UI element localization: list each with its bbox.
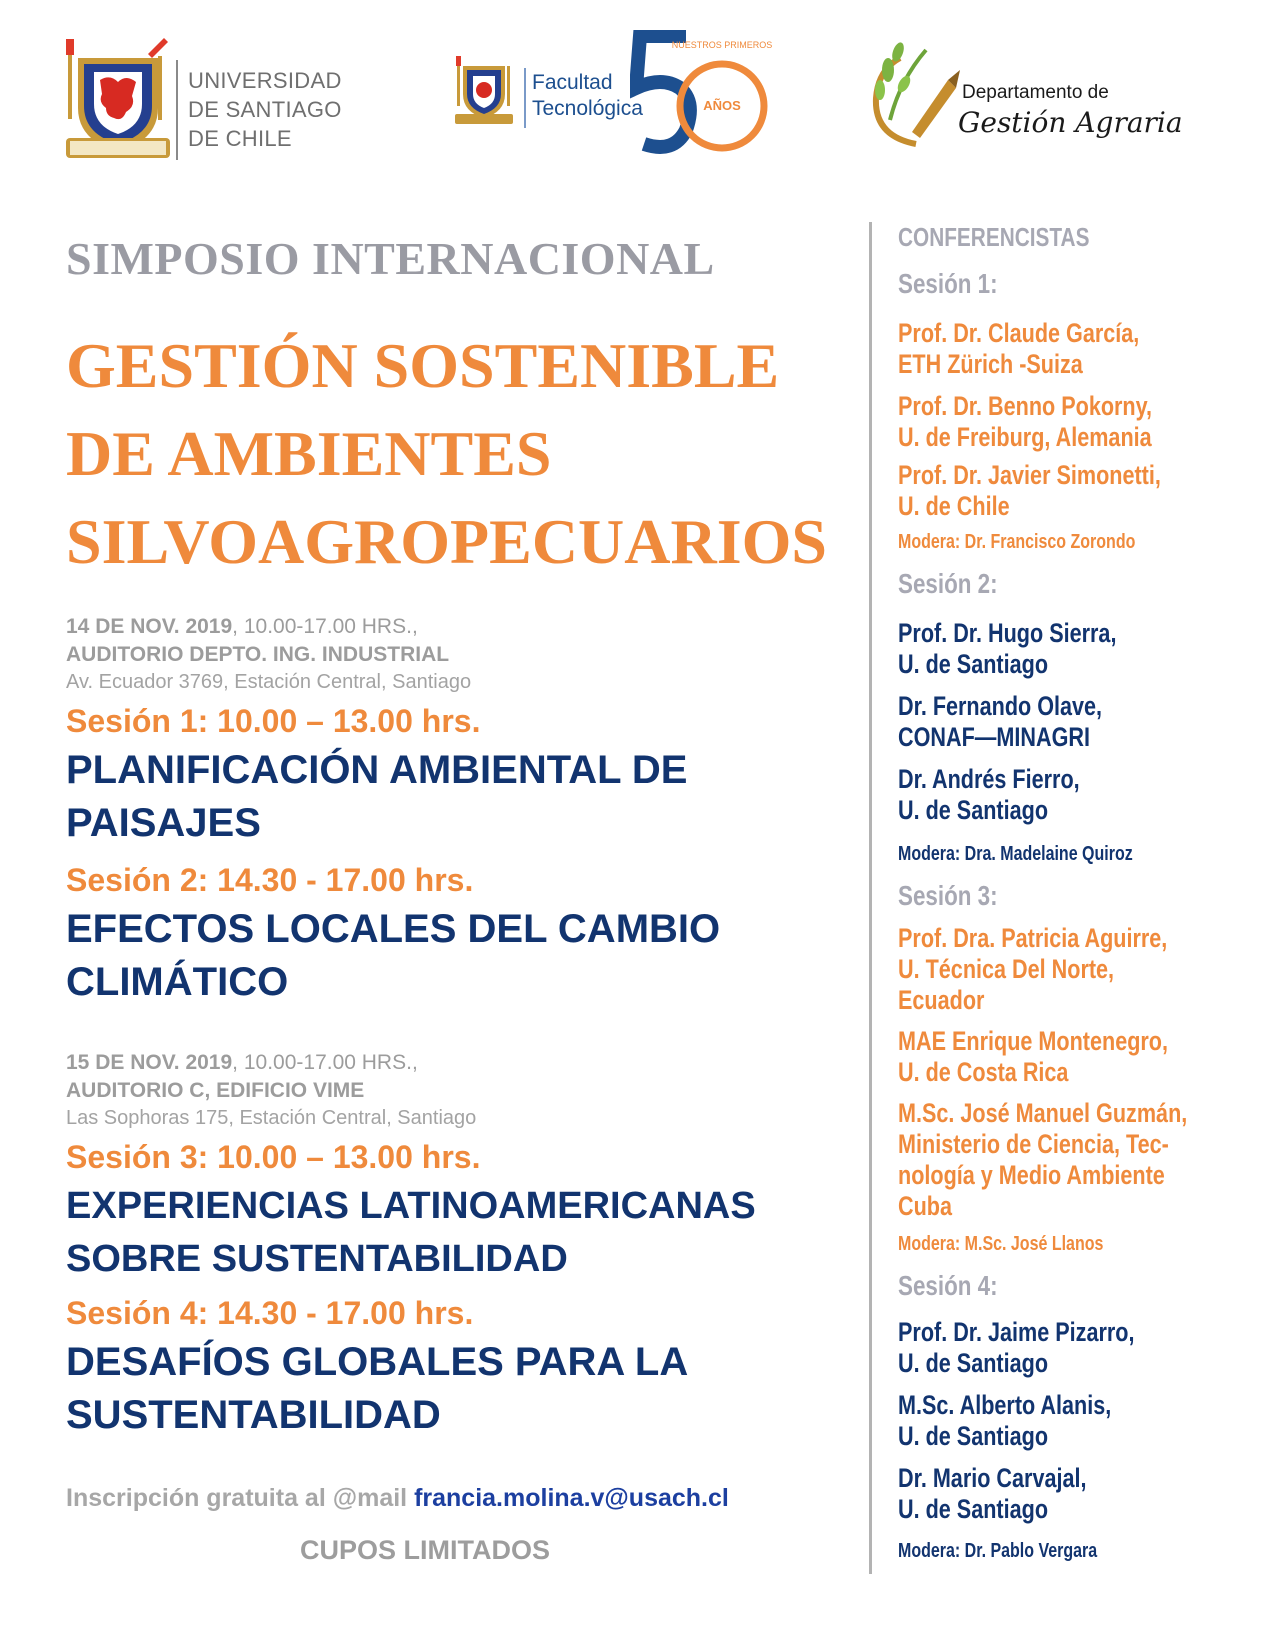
- event-title: [66, 322, 827, 586]
- speaker-entry: [898, 764, 1080, 826]
- facultad-name: [532, 70, 643, 122]
- session1-title-line: PLANIFICACIÓN AMBIENTAL DE: [66, 748, 688, 792]
- speaker-name: Prof. Dra. Patricia Aguirre,: [898, 923, 1168, 953]
- dga-title-line2: Gestión Agraria: [958, 106, 1183, 139]
- speaker-affiliation: U. de Santiago: [898, 1348, 1049, 1378]
- session2-title-line: CLIMÁTICO: [66, 960, 289, 1004]
- session1-time: Sesión 1: 10.00 – 13.00 hrs.: [66, 703, 481, 739]
- speakers-session3-moderator: Modera: M.Sc. José Llanos: [898, 1233, 1104, 1255]
- usach-name-line: DE CHILE: [188, 126, 292, 151]
- usach-crest-logo: [64, 36, 172, 169]
- session4-title-line: SUSTENTABILIDAD: [66, 1393, 441, 1437]
- speakers-session1-label: Sesión 1:: [898, 268, 998, 299]
- facultad-divider: [524, 68, 526, 128]
- speaker-affiliation: U. de Chile: [898, 491, 1010, 521]
- session3-title: [66, 1180, 756, 1286]
- session4-title-line: DESAFÍOS GLOBALES PARA LA: [66, 1340, 689, 1384]
- speaker-name: MAE Enrique Montenegro,: [898, 1026, 1168, 1056]
- day1-place: AUDITORIO DEPTO. ING. INDUSTRIAL: [66, 643, 450, 666]
- event-type-label: SIMPOSIO INTERNACIONAL: [66, 233, 715, 284]
- session2-title-line: EFECTOS LOCALES DEL CAMBIO: [66, 907, 721, 951]
- event-title-line: SILVOAGROPECUARIOS: [66, 506, 827, 577]
- dga-title-line1: Departamento de: [962, 82, 1109, 103]
- speaker-affiliation: U. de Santiago: [898, 1421, 1049, 1451]
- speaker-affiliation: Cuba: [898, 1191, 952, 1221]
- session1-title-line: PAISAJES: [66, 801, 261, 845]
- day2-place: AUDITORIO C, EDIFICIO VIME: [66, 1079, 365, 1102]
- session2-time: Sesión 2: 14.30 - 17.00 hrs.: [66, 862, 474, 898]
- day1-hours: , 10.00-17.00 HRS.,: [232, 615, 418, 638]
- speakers-session4-moderator: Modera: Dr. Pablo Vergara: [898, 1540, 1098, 1562]
- session3-title-line: EXPERIENCIAS LATINOAMERICANAS: [66, 1185, 756, 1227]
- day1-date-line: [66, 615, 418, 639]
- session4-title: [66, 1336, 688, 1442]
- speaker-entry: [898, 923, 1167, 1016]
- facultad-name-line: Facultad: [532, 71, 613, 94]
- session2-title: [66, 903, 720, 1009]
- day2-address: Las Sophoras 175, Estación Central, Santiago: [66, 1107, 477, 1129]
- gestion-agraria-leaf-logo: [870, 40, 962, 153]
- fifty-arc-text: NUESTROS PRIMEROS: [671, 40, 772, 50]
- speaker-name: M.Sc. Alberto Alanis,: [898, 1390, 1112, 1420]
- speaker-name: M.Sc. José Manuel Guzmán,: [898, 1098, 1188, 1128]
- speaker-affiliation: Ecuador: [898, 985, 985, 1015]
- speaker-entry: [898, 1390, 1111, 1452]
- speaker-entry: [898, 460, 1161, 522]
- speaker-affiliation: U. Técnica Del Norte,: [898, 954, 1115, 984]
- speaker-affiliation: CONAF—MINAGRI: [898, 722, 1090, 752]
- speaker-affiliation: U. de Santiago: [898, 795, 1049, 825]
- speaker-affiliation: U. de Santiago: [898, 649, 1049, 679]
- limited-seats-label: CUPOS LIMITADOS: [300, 1535, 551, 1565]
- speaker-affiliation: nología y Medio Ambiente: [898, 1160, 1165, 1190]
- speaker-name: Prof. Dr. Jaime Pizarro,: [898, 1317, 1135, 1347]
- session3-time: Sesión 3: 10.00 – 13.00 hrs.: [66, 1139, 481, 1175]
- speaker-name: Prof. Dr. Hugo Sierra,: [898, 618, 1117, 648]
- speakers-session2-label: Sesión 2:: [898, 568, 998, 599]
- usach-divider: [176, 60, 178, 160]
- speakers-session4-label: Sesión 4:: [898, 1270, 998, 1301]
- event-title-line: GESTIÓN SOSTENIBLE: [66, 330, 780, 401]
- speaker-entry: [898, 691, 1102, 753]
- speaker-name: Dr. Andrés Fierro,: [898, 764, 1080, 794]
- speaker-entry: [898, 391, 1152, 453]
- speaker-entry: [898, 1026, 1168, 1088]
- registration-email-link[interactable]: francia.molina.v@usach.cl: [414, 1484, 729, 1512]
- usach-name-line: DE SANTIAGO: [188, 97, 342, 122]
- usach-name: [188, 66, 342, 153]
- session1-title: [66, 744, 687, 850]
- speakers-heading: CONFERENCISTAS: [898, 222, 1090, 252]
- facultad-crest-logo: [455, 54, 513, 131]
- speaker-entry: [898, 1463, 1086, 1525]
- day2-hours: , 10.00-17.00 HRS.,: [232, 1051, 418, 1074]
- registration-line: [66, 1484, 729, 1513]
- speaker-entry: [898, 618, 1116, 680]
- day2-date-line: [66, 1051, 418, 1075]
- session3-title-line: SOBRE SUSTENTABILIDAD: [66, 1238, 568, 1280]
- speakers-session2-moderator: Modera: Dra. Madelaine Quiroz: [898, 843, 1133, 865]
- day1-date: 14 DE NOV. 2019: [66, 615, 233, 638]
- day1-address: Av. Ecuador 3769, Estación Central, Santiago: [66, 671, 472, 693]
- speaker-name: Dr. Fernando Olave,: [898, 691, 1103, 721]
- facultad-name-line: Tecnológica: [532, 97, 643, 120]
- speaker-entry: [898, 1317, 1135, 1379]
- speaker-name: Dr. Mario Carvajal,: [898, 1463, 1087, 1493]
- session4-time: Sesión 4: 14.30 - 17.00 hrs.: [66, 1295, 474, 1331]
- fifty-years-logo: [630, 30, 772, 167]
- speaker-affiliation: Ministerio de Ciencia, Tec-: [898, 1129, 1169, 1159]
- registration-prefix: Inscripción gratuita al @mail: [66, 1484, 415, 1512]
- speaker-affiliation: U. de Costa Rica: [898, 1057, 1069, 1087]
- speaker-entry: [898, 318, 1139, 380]
- speaker-name: Prof. Dr. Claude García,: [898, 318, 1140, 348]
- day2-date: 15 DE NOV. 2019: [66, 1051, 233, 1074]
- speaker-affiliation: ETH Zürich -Suiza: [898, 349, 1083, 379]
- usach-name-line: UNIVERSIDAD: [188, 68, 342, 93]
- event-title-line: DE AMBIENTES: [66, 418, 552, 489]
- speaker-name: Prof. Dr. Benno Pokorny,: [898, 391, 1153, 421]
- speaker-affiliation: U. de Santiago: [898, 1494, 1049, 1524]
- column-divider: [869, 222, 872, 1574]
- speakers-session1-moderator: Modera: Dr. Francisco Zorondo: [898, 531, 1136, 553]
- speaker-entry: [898, 1098, 1187, 1222]
- speakers-session3-label: Sesión 3:: [898, 880, 998, 911]
- speaker-affiliation: U. de Freiburg, Alemania: [898, 422, 1152, 452]
- fifty-anos-text: AÑOS: [703, 98, 741, 113]
- speaker-name: Prof. Dr. Javier Simonetti,: [898, 460, 1161, 490]
